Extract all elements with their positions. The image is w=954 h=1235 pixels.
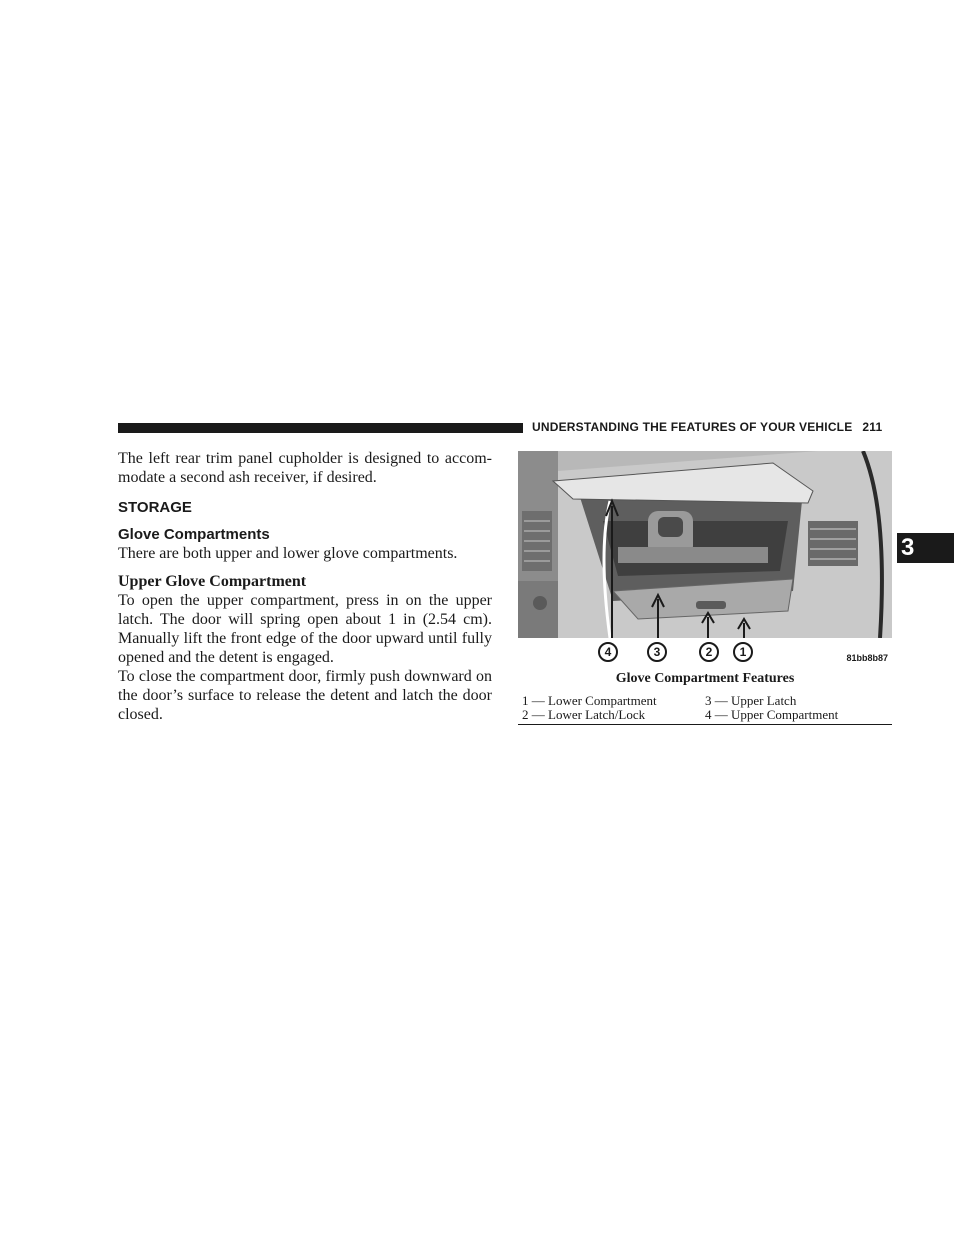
figure-caption: Glove Compartment Features	[615, 671, 795, 686]
subsection-title: Glove Compartments	[118, 526, 270, 543]
header-rule	[118, 423, 523, 433]
section-title: STORAGE	[118, 499, 192, 516]
figure-id: 81bb8b87	[846, 653, 888, 663]
upper-paragraph-open: To open the upper compartment, press in on the upper latch. The door will spring open about 1 in (2.54 cm). Manually lift the front edge of the door upward until fully opened and the detent is engaged.	[118, 592, 492, 666]
callout-2: 2	[699, 642, 719, 662]
intro-paragraph: The left rear trim panel cupholder is designed to accom-modate a second ash receiver, if desired.	[118, 450, 492, 486]
legend-item-1: 1 — Lower Compartment	[522, 693, 657, 708]
upper-paragraph-close: To close the compartment door, firmly push downward on the door’s surface to release the detent and latch the door closed.	[118, 668, 492, 723]
subsection-text: There are both upper and lower glove compartments.	[118, 545, 458, 562]
figure-legend	[518, 694, 892, 725]
glove-compartment-illustration	[518, 451, 892, 638]
legend-item-4: 4 — Upper Compartment	[705, 707, 839, 722]
legend-item-2: 2 — Lower Latch/Lock	[522, 707, 646, 722]
left-column	[118, 449, 492, 724]
figure-callouts	[518, 638, 892, 668]
upper-compartment-title: Upper Glove Compartment	[118, 573, 307, 590]
running-header	[532, 420, 892, 434]
chapter-tab: 3	[897, 533, 954, 563]
callout-3: 3	[647, 642, 667, 662]
page-number: 211	[862, 420, 883, 434]
legend-item-3: 3 — Upper Latch	[705, 693, 797, 708]
legend-row	[518, 708, 892, 722]
header-title: UNDERSTANDING THE FEATURES OF YOUR VEHICLE	[532, 420, 853, 434]
legend-row	[518, 694, 892, 708]
callout-1: 1	[733, 642, 753, 662]
callout-4: 4	[598, 642, 618, 662]
